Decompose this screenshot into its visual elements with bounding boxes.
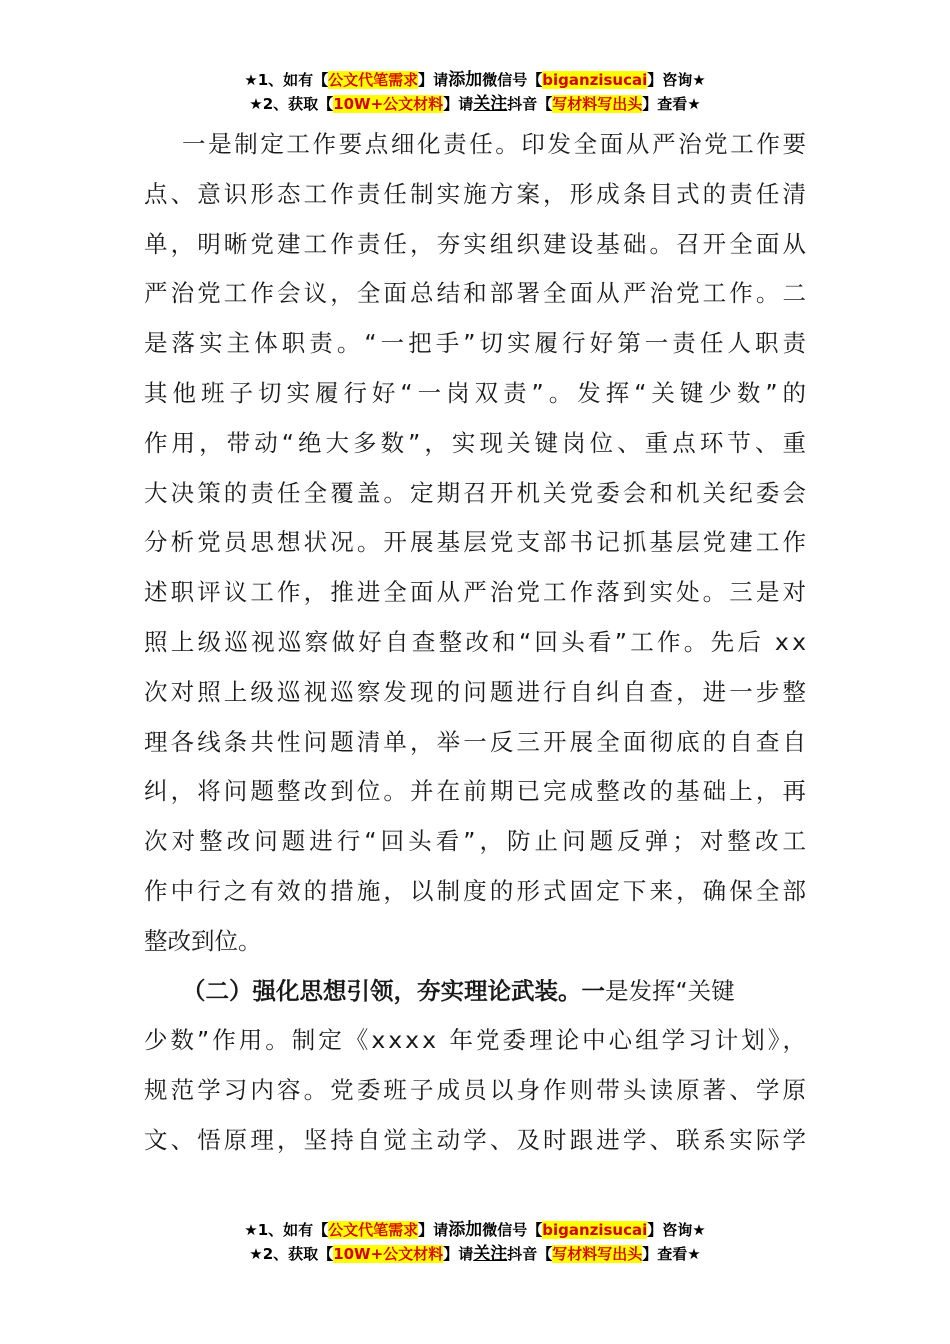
highlight-wechat-id: biganzisucai: [542, 1221, 648, 1239]
paragraph-line: [144, 668, 810, 718]
banner-text: 】查看★: [642, 95, 701, 113]
banner-text: 微信号【: [482, 71, 543, 89]
line-text: 作中行之有效的措施，以制度的形式固定下来，确保全部: [144, 876, 810, 905]
banner-text: ★2、获取【: [249, 1245, 334, 1263]
banner-line-2: [0, 92, 950, 116]
banner-text: 】咨询★: [647, 71, 706, 89]
paragraph-line: [144, 269, 810, 319]
banner-text: 】请: [418, 1221, 449, 1239]
line-text: 纠，将问题整改到位。并在前期已完成整改的基础上，再: [144, 777, 810, 806]
line-text: 分析党员思想状况。开展基层党支部书记抓基层党建工作: [144, 528, 810, 557]
banner-text: 抖音【: [507, 95, 553, 113]
top-banner: [0, 68, 950, 116]
paragraph-line: [144, 419, 811, 469]
line-text: 照上级巡视巡察做好自查整改和“回头看”工作。先后 xx: [144, 627, 810, 656]
line-text: 文、悟原理，坚持自觉主动学、及时跟进学、联系实际学: [144, 1125, 810, 1154]
paragraph-line: [144, 1116, 810, 1166]
banner-text: 】咨询★: [647, 1221, 706, 1239]
banner-text: 抖音【: [507, 1245, 553, 1263]
line-text: 一是制定工作要点细化责任。印发全面从严治党工作要: [182, 130, 809, 158]
line-text: 点、意识形态工作责任制实施方案，形成条目式的责任清: [144, 179, 810, 208]
paragraph-line: [144, 319, 811, 369]
paragraph-line: [144, 568, 810, 618]
emphasis-follow: 关注: [473, 94, 508, 114]
paragraph-line: [144, 120, 809, 170]
highlight-materials: 10W+公文材料: [333, 1245, 444, 1263]
line-text: 规范学习内容。党委班子成员以身作则带头读原著、学原: [144, 1076, 810, 1105]
paragraph-line: [144, 220, 810, 270]
emphasis-add: 添加: [448, 70, 483, 90]
paragraph-line: [144, 718, 810, 768]
line-text: 整改到位。: [144, 926, 262, 955]
line-text: 大决策的责任全覆盖。定期召开机关党委会和机关纪委会: [144, 478, 810, 507]
emphasis-add: 添加: [448, 1220, 483, 1240]
line-text: 次对照上级巡视巡察发现的问题进行自纠自查，进一步整: [144, 677, 810, 706]
line-text: 其他班子切实履行好“一岗双责”。发挥“关键少数”的: [144, 378, 811, 407]
paragraph-line: [144, 369, 811, 419]
highlight-douyin-account: 写材料写出头: [552, 95, 643, 113]
paragraph-line: [144, 917, 806, 967]
section-heading: （二）强化思想引领，夯实理论武装。: [182, 976, 582, 1005]
line-text: 严治党工作会议，全面总结和部署全面从严治党工作。二: [144, 279, 810, 308]
line-text: 是落实主体职责。“一把手”切实履行好第一责任人职责: [144, 329, 811, 358]
paragraph-line: [144, 518, 810, 568]
line-text: 作用，带动“绝大多数”，实现关键岗位、重点环节、重: [144, 428, 811, 457]
line-text: 理各线条共性问题清单，举一反三开展全面彻底的自查自: [144, 727, 810, 756]
banner-text: 】查看★: [642, 1245, 701, 1263]
highlight-wechat-id: biganzisucai: [542, 71, 648, 89]
line-text: 次对整改问题进行“回头看”，防止问题反弹；对整改工: [144, 827, 811, 856]
banner-text: 微信号【: [482, 1221, 543, 1239]
banner-text: 】请: [443, 95, 474, 113]
section-first-bold: 一: [581, 976, 605, 1005]
emphasis-follow: 关注: [473, 1244, 508, 1264]
section-heading-line: [144, 967, 806, 1017]
banner-line-2: [0, 1242, 950, 1266]
paragraph-line: [144, 867, 810, 917]
document-body: [144, 120, 811, 1166]
paragraph-line: [144, 1016, 810, 1066]
paragraph-line: [144, 767, 810, 817]
banner-text: ★1、如有【: [244, 71, 329, 89]
banner-text: 】请: [418, 71, 449, 89]
paragraph-line: [144, 1066, 810, 1116]
paragraph-line: [144, 170, 810, 220]
highlight-service: 公文代笔需求: [328, 1221, 419, 1239]
line-text: 述职评议工作，推进全面从严治党工作落到实处。三是对: [144, 578, 810, 607]
banner-text: 】请: [443, 1245, 474, 1263]
paragraph-line: [144, 618, 810, 668]
line-text: 少数”作用。制定《xxxx 年党委理论中心组学习计划》，: [144, 1026, 810, 1055]
line-text: 单，明晰党建工作责任，夯实组织建设基础。召开全面从: [144, 229, 810, 258]
highlight-service: 公文代笔需求: [328, 71, 419, 89]
paragraph-line: [144, 469, 810, 519]
highlight-douyin-account: 写材料写出头: [552, 1245, 643, 1263]
highlight-materials: 10W+公文材料: [333, 95, 444, 113]
banner-text: ★1、如有【: [244, 1221, 329, 1239]
banner-line-1: [0, 1218, 950, 1242]
section-first-rest: 是发挥“关键: [605, 976, 735, 1005]
bottom-banner: [0, 1218, 950, 1266]
banner-text: ★2、获取【: [249, 95, 334, 113]
banner-line-1: [0, 68, 950, 92]
paragraph-line: [144, 817, 811, 867]
